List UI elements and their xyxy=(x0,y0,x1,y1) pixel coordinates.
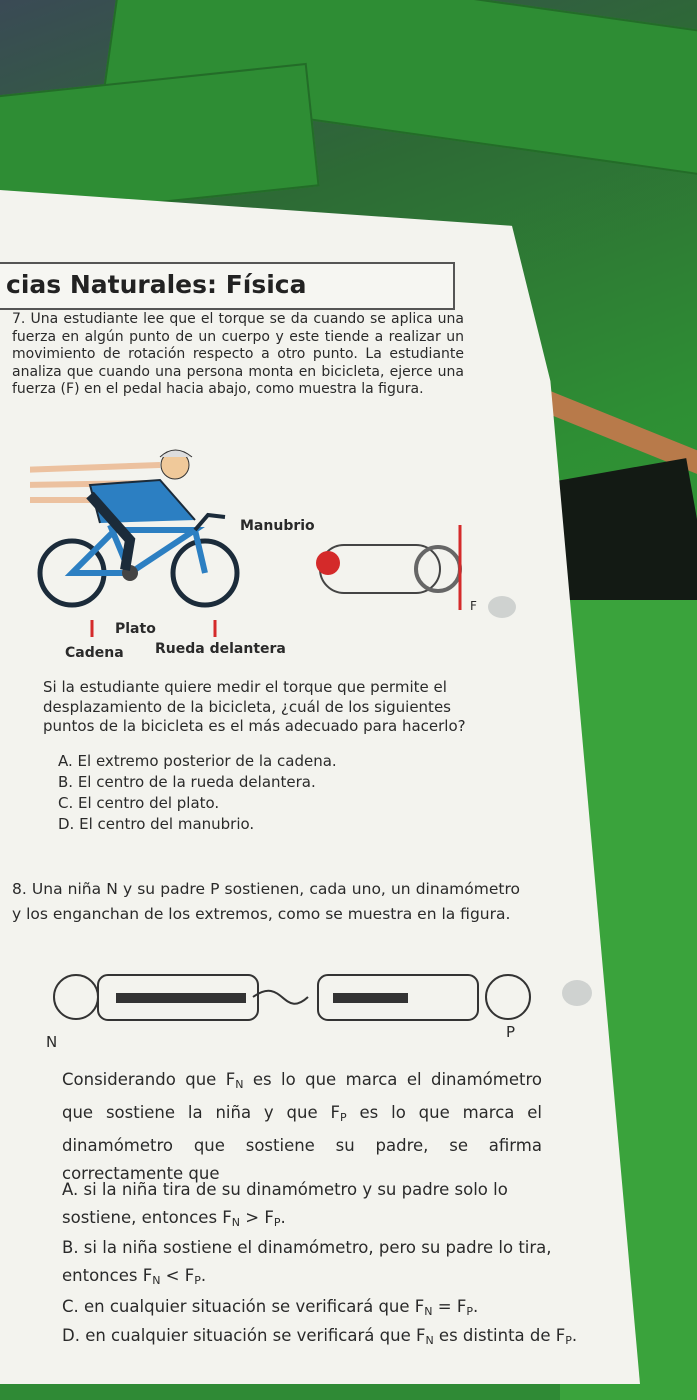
option-8a[interactable]: A. si la niña tira de su dinamómetro y su padre solo lo sostiene, entonces $F_N > F_P$. xyxy=(62,1180,508,1229)
chain-ring-diagram xyxy=(316,525,460,610)
dynamometer-figure xyxy=(38,965,538,1050)
option-7c[interactable]: C. El centro del plato. xyxy=(58,794,220,812)
label-n: N xyxy=(46,1033,58,1050)
page-hole-bottom xyxy=(562,980,592,1006)
bicycle-figure xyxy=(30,445,500,665)
option-8d[interactable]: D. en cualquier situación se verificará que $F_N$ es distinta de $F_P$. xyxy=(62,1326,578,1347)
label-manubrio: Manubrio xyxy=(240,518,315,534)
option-7a[interactable]: A. El extremo posterior de la cadena. xyxy=(58,752,337,770)
question-8-prompt: Considerando que $F_N$ es lo que marca el dinamómetro que sostiene la niña y que $F_P$ es lo que marca el dinamómetro que sostiene su padre, se afirma correctamente que xyxy=(62,1070,542,1183)
label-plato: Plato xyxy=(115,621,156,637)
option-8b[interactable]: B. si la niña sostiene el dinamómetro, pero su padre lo tira, entonces $F_N < F_P$. xyxy=(62,1238,552,1287)
label-force: F xyxy=(470,599,477,613)
option-8c[interactable]: C. en cualquier situación se verificará que $F_N = F_P$. xyxy=(62,1297,479,1318)
question-7-text: 7. Una estudiante lee que el torque se da cuando se aplica una fuerza en algún punto de un cuerpo y este tiende a realizar un movimiento de rotación respecto a otro punto. La estudiante analiza que cuando una persona monta en bicicleta, ejerce una fuerza (F) en el pedal hacia abajo, como muestra la figura. xyxy=(12,311,464,397)
page-hole-top xyxy=(488,596,516,618)
label-rueda-delantera: Rueda delantera xyxy=(155,641,286,657)
label-cadena: Cadena xyxy=(65,645,124,661)
question-8-text: 8. Una niña N y su padre P sostienen, cada uno, un dinamómetro y los enganchan de los extremos, como se muestra en la figura. xyxy=(12,880,520,923)
bicycle-illustration xyxy=(30,450,237,637)
question-7-prompt: Si la estudiante quiere medir el torque que permite el desplazamiento de la bicicleta, ¿cuál de los siguientes puntos de la bicicleta es el más adecuado para hacerlo? xyxy=(43,678,466,735)
page-title: cias Naturales: Física xyxy=(6,270,307,299)
option-7b[interactable]: B. El centro de la rueda delantera. xyxy=(58,773,316,791)
label-p: P xyxy=(506,1023,516,1041)
option-7d[interactable]: D. El centro del manubrio. xyxy=(58,815,255,833)
